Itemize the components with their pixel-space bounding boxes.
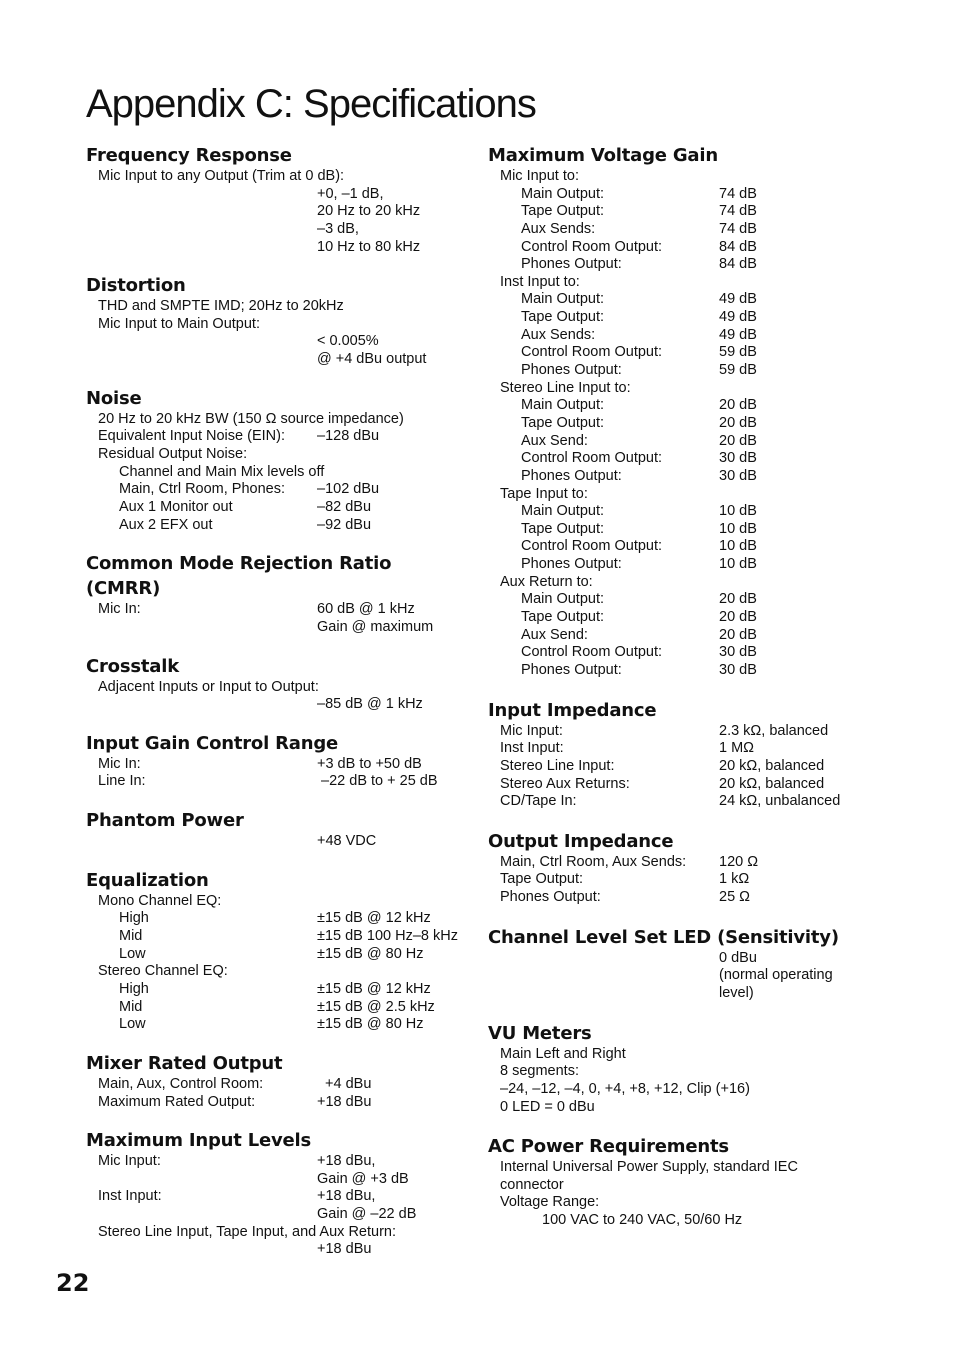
spec-row bbox=[86, 1224, 466, 1242]
spec-value: level) bbox=[719, 984, 754, 1001]
spec-label: Control Room Output: bbox=[521, 644, 663, 661]
spec-label: Inst Input to: bbox=[500, 273, 580, 290]
spec-label: Mid bbox=[119, 998, 143, 1015]
spec-label: Main, Aux, Control Room: bbox=[98, 1075, 264, 1092]
spec-label: Phones Output: bbox=[521, 556, 622, 573]
spec-value: +18 dBu, bbox=[317, 1153, 376, 1170]
spec-value: 30 dB bbox=[719, 644, 757, 661]
spec-value: 49 dB bbox=[719, 326, 757, 343]
spec-row bbox=[488, 1194, 908, 1212]
spec-row bbox=[86, 481, 466, 499]
spec-value: 30 dB bbox=[719, 661, 757, 678]
spec-label: Tape Output: bbox=[521, 520, 605, 537]
spec-label: Maximum Rated Output: bbox=[98, 1093, 256, 1110]
spec-value: 20 kΩ, balanced bbox=[719, 775, 825, 792]
spec-row bbox=[488, 556, 908, 574]
spec-label: Main Output: bbox=[521, 591, 605, 608]
spec-row bbox=[488, 468, 908, 486]
spec-row bbox=[488, 871, 908, 889]
spec-row bbox=[86, 1188, 466, 1206]
spec-value: ±15 dB @ 2.5 kHz bbox=[317, 998, 435, 1015]
spec-label: Mic Input: bbox=[500, 722, 563, 739]
spec-label: Stereo Line Input, Tape Input, and Aux Return: bbox=[98, 1223, 397, 1240]
spec-value: 10 dB bbox=[719, 538, 757, 555]
spec-row bbox=[86, 298, 466, 316]
spec-label: Tape Output: bbox=[521, 414, 605, 431]
spec-value: 25 Ω bbox=[719, 889, 750, 906]
spec-label: 20 Hz to 20 kHz BW (150 Ω source impedance) bbox=[98, 410, 404, 427]
spec-row bbox=[86, 186, 466, 204]
spec-label: Aux Send: bbox=[521, 626, 588, 643]
spec-row bbox=[86, 446, 466, 464]
spec-row bbox=[488, 256, 908, 274]
spec-label: Main Left and Right bbox=[500, 1045, 626, 1062]
spec-row bbox=[488, 1099, 908, 1117]
spec-section-crosstalk bbox=[86, 654, 466, 714]
spec-section-equalization bbox=[86, 868, 466, 1034]
spec-section-mixer-rated-output bbox=[86, 1051, 466, 1111]
spec-value: +3 dB to +50 dB bbox=[317, 755, 422, 772]
spec-row bbox=[86, 999, 466, 1017]
section-heading: Maximum Voltage Gain bbox=[488, 145, 718, 166]
spec-label: Aux 2 EFX out bbox=[119, 516, 213, 533]
spec-label: Mic Input to Main Output: bbox=[98, 315, 260, 332]
spec-row bbox=[488, 662, 908, 680]
spec-value: +18 dBu bbox=[317, 1093, 372, 1110]
spec-label: Tape Output: bbox=[521, 609, 605, 626]
spec-label: Aux Sends: bbox=[521, 220, 596, 237]
spec-value: –22 dB to + 25 dB bbox=[317, 773, 438, 790]
section-heading: Equalization bbox=[86, 869, 209, 891]
spec-label: Line In: bbox=[98, 773, 146, 790]
spec-row bbox=[86, 1241, 466, 1259]
spec-label: 0 LED = 0 dBu bbox=[500, 1098, 595, 1115]
spec-label: Residual Output Noise: bbox=[98, 446, 248, 463]
spec-label: Channel and Main Mix levels off bbox=[119, 463, 325, 480]
page-title: Appendix C: Specifications bbox=[86, 82, 536, 126]
spec-label: Phones Output: bbox=[521, 362, 622, 379]
spec-label: Low bbox=[119, 1016, 146, 1033]
spec-row bbox=[488, 538, 908, 556]
spec-row bbox=[86, 963, 466, 981]
spec-row bbox=[86, 464, 466, 482]
spec-value: 2.3 kΩ, balanced bbox=[719, 722, 829, 739]
spec-value: 30 dB bbox=[719, 467, 757, 484]
spec-label: THD and SMPTE IMD; 20Hz to 20kHz bbox=[98, 298, 344, 315]
spec-value: @ +4 dBu output bbox=[317, 351, 427, 368]
spec-label: Main Output: bbox=[521, 397, 605, 414]
spec-value: 84 dB bbox=[719, 256, 757, 273]
section-heading: Maximum Input Levels bbox=[86, 1130, 312, 1152]
spec-row bbox=[488, 433, 908, 451]
spec-value: 1 kΩ bbox=[719, 871, 750, 888]
spec-value: –128 dBu bbox=[317, 428, 380, 445]
spec-value: (normal operating bbox=[719, 967, 833, 984]
spec-row bbox=[86, 333, 466, 351]
spec-row bbox=[86, 773, 466, 791]
spec-value: 10 dB bbox=[719, 520, 757, 537]
spec-label: Main, Ctrl Room, Aux Sends: bbox=[500, 853, 687, 870]
spec-label: CD/Tape In: bbox=[500, 793, 577, 810]
spec-row bbox=[86, 316, 466, 334]
spec-label: Phones Output: bbox=[521, 467, 622, 484]
spec-row bbox=[488, 486, 908, 504]
spec-row bbox=[86, 239, 466, 257]
spec-value: +18 dBu, bbox=[317, 1188, 376, 1205]
spec-row bbox=[488, 574, 908, 592]
section-heading: AC Power Requirements bbox=[488, 1136, 729, 1158]
spec-label: Control Room Output: bbox=[521, 538, 663, 555]
spec-row bbox=[488, 521, 908, 539]
spec-row bbox=[488, 168, 908, 186]
spec-section-input-impedance bbox=[488, 698, 908, 811]
spec-label: Main Output: bbox=[521, 291, 605, 308]
spec-row bbox=[488, 450, 908, 468]
spec-value: 120 Ω bbox=[719, 853, 759, 870]
spec-value: +18 dBu bbox=[317, 1241, 372, 1258]
spec-label: Aux 1 Monitor out bbox=[119, 498, 233, 515]
spec-label: Main, Ctrl Room, Phones: bbox=[119, 481, 286, 498]
spec-row bbox=[488, 1063, 908, 1081]
spec-row bbox=[86, 928, 466, 946]
spec-section-common-mode-rejection-ratio bbox=[86, 551, 466, 636]
spec-row bbox=[488, 985, 908, 1003]
spec-row bbox=[488, 1159, 908, 1177]
spec-label: Inst Input: bbox=[500, 740, 564, 757]
spec-label: Low bbox=[119, 945, 146, 962]
spec-label: Stereo Aux Returns: bbox=[500, 775, 630, 792]
spec-row bbox=[488, 380, 908, 398]
spec-value: 49 dB bbox=[719, 291, 757, 308]
spec-label: Stereo Channel EQ: bbox=[98, 963, 228, 980]
spec-row bbox=[488, 1081, 908, 1099]
spec-value: 10 dB bbox=[719, 556, 757, 573]
spec-row bbox=[86, 910, 466, 928]
spec-label: Tape Input to: bbox=[500, 485, 588, 502]
spec-section-ac-power-requirements bbox=[488, 1134, 908, 1230]
spec-label: Equivalent Input Noise (EIN): bbox=[98, 428, 285, 445]
spec-row bbox=[488, 1177, 908, 1195]
spec-section-input-gain-control-range bbox=[86, 731, 466, 791]
spec-row bbox=[86, 946, 466, 964]
page-number: 22 bbox=[56, 1269, 90, 1297]
spec-value: –82 dBu bbox=[317, 498, 372, 515]
section-heading: Channel Level Set LED (Sensitivity) bbox=[488, 926, 839, 948]
section-heading: VU Meters bbox=[488, 1022, 592, 1044]
spec-value: ±15 dB @ 12 kHz bbox=[317, 980, 431, 997]
spec-row bbox=[86, 1153, 466, 1171]
spec-row bbox=[86, 221, 466, 239]
section-heading: Common Mode Rejection Ratio bbox=[86, 553, 392, 575]
spec-label: Mid bbox=[119, 928, 143, 945]
spec-row bbox=[488, 327, 908, 345]
spec-value: 20 dB bbox=[719, 609, 757, 626]
spec-row bbox=[488, 950, 908, 968]
spec-label: Tape Output: bbox=[521, 203, 605, 220]
spec-row bbox=[86, 696, 466, 714]
spec-row bbox=[488, 221, 908, 239]
spec-row bbox=[488, 503, 908, 521]
spec-label: Mono Channel EQ: bbox=[98, 892, 222, 909]
spec-label: Main Output: bbox=[521, 185, 605, 202]
spec-label: Control Room Output: bbox=[521, 344, 663, 361]
spec-label: Mic In: bbox=[98, 601, 141, 618]
spec-section-distortion bbox=[86, 273, 466, 369]
section-heading-continued: (CMRR) bbox=[86, 578, 161, 600]
spec-value: 74 dB bbox=[719, 185, 757, 202]
spec-row bbox=[86, 203, 466, 221]
spec-value: Gain @ maximum bbox=[317, 618, 434, 635]
spec-label: 100 VAC to 240 VAC, 50/60 Hz bbox=[542, 1212, 743, 1229]
spec-row bbox=[86, 1171, 466, 1189]
spec-row bbox=[86, 679, 466, 697]
spec-row bbox=[488, 793, 908, 811]
spec-value: 74 dB bbox=[719, 203, 757, 220]
spec-row bbox=[488, 644, 908, 662]
spec-value: 0 dBu bbox=[719, 949, 757, 966]
spec-row bbox=[488, 397, 908, 415]
spec-row bbox=[86, 1094, 466, 1112]
spec-value: –3 dB, bbox=[317, 220, 359, 237]
spec-row bbox=[488, 291, 908, 309]
spec-value: 20 dB bbox=[719, 432, 757, 449]
spec-row bbox=[488, 362, 908, 380]
spec-value: 20 dB bbox=[719, 414, 757, 431]
spec-row bbox=[488, 854, 908, 872]
spec-label: 8 segments: bbox=[500, 1063, 579, 1080]
section-heading: Mixer Rated Output bbox=[86, 1052, 283, 1074]
spec-row bbox=[86, 893, 466, 911]
spec-row bbox=[488, 889, 908, 907]
spec-label: Mic In: bbox=[98, 755, 141, 772]
spec-value: +0, –1 dB, bbox=[317, 185, 384, 202]
spec-value: 1 MΩ bbox=[719, 740, 755, 757]
spec-row bbox=[488, 723, 908, 741]
section-heading: Noise bbox=[86, 387, 142, 409]
spec-row bbox=[488, 203, 908, 221]
spec-row bbox=[86, 756, 466, 774]
section-heading: Input Gain Control Range bbox=[86, 732, 339, 754]
spec-section-vu-meters bbox=[488, 1021, 908, 1117]
spec-value: 59 dB bbox=[719, 362, 757, 379]
spec-label: Tape Output: bbox=[500, 871, 584, 888]
spec-label: Phones Output: bbox=[521, 256, 622, 273]
spec-value: 60 dB @ 1 kHz bbox=[317, 601, 415, 618]
right-column bbox=[488, 143, 908, 1248]
spec-row bbox=[488, 1212, 908, 1230]
left-column bbox=[86, 143, 466, 1276]
spec-label: Aux Send: bbox=[521, 432, 588, 449]
spec-value: 59 dB bbox=[719, 344, 757, 361]
spec-label: Mic Input to any Output (Trim at 0 dB): bbox=[98, 168, 345, 184]
spec-row bbox=[86, 499, 466, 517]
spec-label: Mic Input: bbox=[98, 1153, 161, 1170]
spec-value: 10 dB bbox=[719, 503, 757, 520]
spec-value: +4 dBu bbox=[317, 1075, 372, 1092]
spec-row bbox=[488, 239, 908, 257]
spec-section-phantom-power bbox=[86, 808, 466, 851]
spec-row bbox=[488, 627, 908, 645]
spec-label: Phones Output: bbox=[500, 889, 601, 906]
spec-row bbox=[488, 415, 908, 433]
spec-row bbox=[86, 1076, 466, 1094]
spec-row bbox=[86, 411, 466, 429]
spec-section-maximum-voltage-gain bbox=[488, 143, 908, 680]
section-heading: Phantom Power bbox=[86, 810, 244, 832]
spec-section-channel-level-set-led-sensitivity bbox=[488, 925, 908, 1003]
spec-value: 20 dB bbox=[719, 591, 757, 608]
spec-section-frequency-response bbox=[86, 143, 466, 256]
spec-value: 49 dB bbox=[719, 309, 757, 326]
spec-label: Aux Sends: bbox=[521, 326, 596, 343]
spec-row bbox=[488, 274, 908, 292]
spec-row bbox=[488, 776, 908, 794]
spec-section-output-impedance bbox=[488, 829, 908, 907]
spec-value: 30 dB bbox=[719, 450, 757, 467]
section-heading: Distortion bbox=[86, 275, 186, 297]
spec-value: 20 kΩ, balanced bbox=[719, 757, 825, 774]
spec-section-maximum-input-levels bbox=[86, 1128, 466, 1259]
section-heading: Input Impedance bbox=[488, 699, 657, 721]
spec-value: ±15 dB @ 80 Hz bbox=[317, 1016, 424, 1033]
spec-value: < 0.005% bbox=[317, 333, 379, 350]
spec-row bbox=[488, 609, 908, 627]
spec-label: Control Room Output: bbox=[521, 238, 663, 255]
spec-value: ±15 dB @ 12 kHz bbox=[317, 910, 431, 927]
spec-label: Inst Input: bbox=[98, 1188, 162, 1205]
spec-value: 84 dB bbox=[719, 238, 757, 255]
spec-label: connector bbox=[500, 1176, 564, 1193]
spec-value: 74 dB bbox=[719, 220, 757, 237]
spec-value: 20 Hz to 20 kHz bbox=[317, 203, 421, 220]
spec-section-noise bbox=[86, 386, 466, 534]
spec-value: ±15 dB @ 80 Hz bbox=[317, 945, 424, 962]
spec-label: Aux Return to: bbox=[500, 573, 593, 590]
spec-value: Gain @ +3 dB bbox=[317, 1170, 409, 1187]
spec-row bbox=[488, 967, 908, 985]
spec-row bbox=[488, 309, 908, 327]
spec-value: 20 dB bbox=[719, 397, 757, 414]
spec-row bbox=[488, 344, 908, 362]
spec-label: High bbox=[119, 980, 149, 997]
spec-value: –85 dB @ 1 kHz bbox=[317, 696, 423, 713]
spec-label: Voltage Range: bbox=[500, 1194, 600, 1211]
section-heading: Frequency Response bbox=[86, 145, 292, 166]
spec-value: +48 VDC bbox=[317, 833, 377, 850]
spec-row bbox=[86, 601, 466, 619]
spec-row bbox=[86, 619, 466, 637]
spec-row bbox=[86, 833, 466, 851]
spec-label: Stereo Line Input: bbox=[500, 757, 615, 774]
spec-label: Stereo Line Input to: bbox=[500, 379, 631, 396]
spec-row bbox=[488, 758, 908, 776]
spec-label: Main Output: bbox=[521, 503, 605, 520]
spec-label: Control Room Output: bbox=[521, 450, 663, 467]
spec-label: Mic Input to: bbox=[500, 168, 579, 184]
spec-value: Gain @ –22 dB bbox=[317, 1206, 417, 1223]
spec-label: Internal Universal Power Supply, standard IEC bbox=[500, 1159, 798, 1176]
section-heading: Crosstalk bbox=[86, 655, 179, 677]
spec-label: Phones Output: bbox=[521, 661, 622, 678]
spec-value: 20 dB bbox=[719, 626, 757, 643]
spec-row bbox=[488, 186, 908, 204]
spec-value: 10 Hz to 80 kHz bbox=[317, 238, 421, 255]
spec-label: Adjacent Inputs or Input to Output: bbox=[98, 678, 319, 695]
spec-value: 24 kΩ, unbalanced bbox=[719, 793, 841, 810]
spec-row bbox=[86, 517, 466, 535]
spec-value: –92 dBu bbox=[317, 516, 372, 533]
spec-row bbox=[86, 428, 466, 446]
spec-row bbox=[488, 1046, 908, 1064]
spec-label: Tape Output: bbox=[521, 309, 605, 326]
spec-row bbox=[488, 591, 908, 609]
section-heading: Output Impedance bbox=[488, 830, 674, 852]
spec-value: ±15 dB 100 Hz–8 kHz bbox=[317, 928, 458, 945]
spec-label: –24, –12, –4, 0, +4, +8, +12, Clip (+16) bbox=[500, 1080, 750, 1097]
spec-row bbox=[86, 351, 466, 369]
spec-row bbox=[488, 740, 908, 758]
spec-label: High bbox=[119, 910, 149, 927]
spec-row bbox=[86, 981, 466, 999]
spec-row bbox=[86, 1206, 466, 1224]
spec-value: –102 dBu bbox=[317, 481, 380, 498]
spec-row bbox=[86, 168, 466, 186]
spec-row bbox=[86, 1016, 466, 1034]
